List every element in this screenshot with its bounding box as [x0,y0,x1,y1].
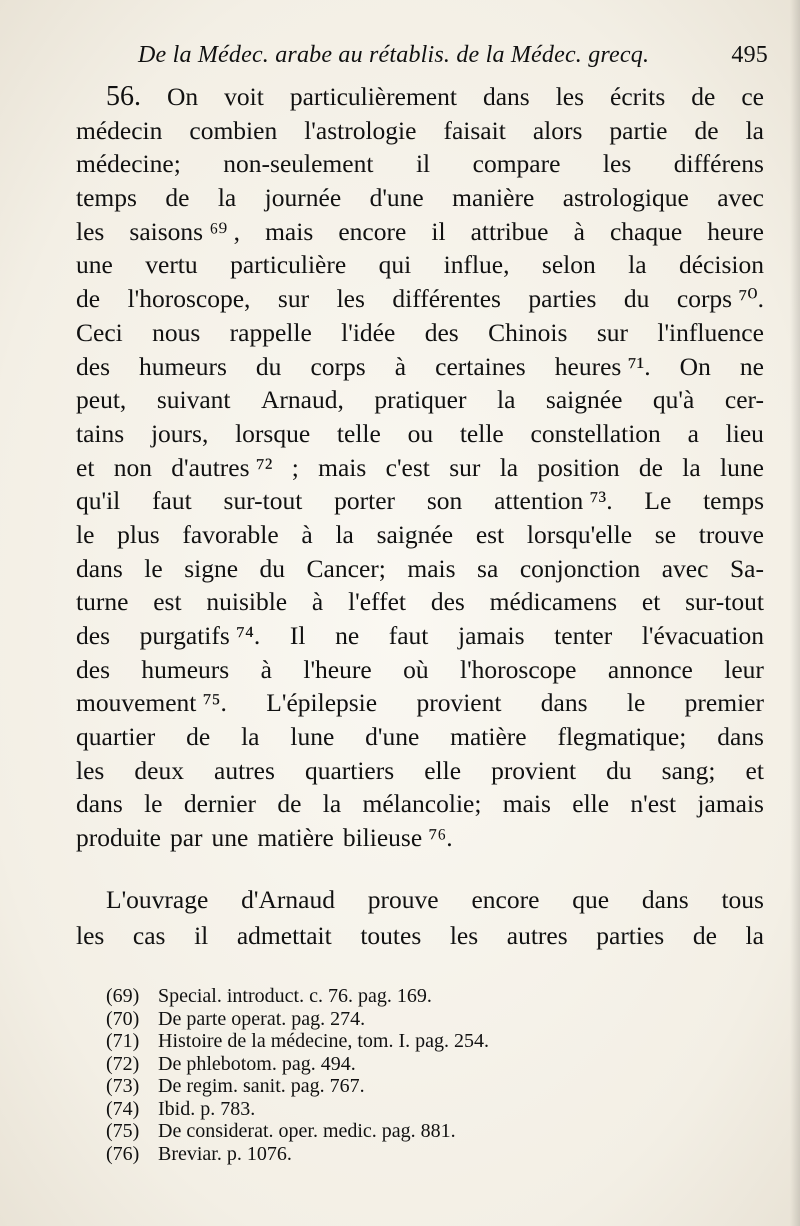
text-line [76,181,764,215]
word: saisons ⁶⁹ , [129,216,240,246]
word: constellation [530,418,661,448]
word: sang; [661,755,716,785]
word: cer- [724,385,764,415]
text-line [76,484,764,518]
word: la [217,183,237,213]
word: de [638,452,663,482]
footnote-text: Special. introduct. c. 76. pag. 169. [158,985,432,1007]
word: la [628,250,647,280]
word: tous [721,885,764,914]
word: ; [291,452,299,482]
text-line [76,754,764,788]
running-title: De la Médec. arabe au rétablis. de la Médec. grecq. [138,42,650,68]
word: produite [76,823,161,853]
word: ne [335,621,360,650]
text-line [76,383,764,417]
word: provient [491,755,577,785]
text-line [76,80,764,114]
word: peut, [76,385,127,415]
word: se [654,519,677,549]
word: la [496,385,516,415]
word: de [165,183,190,213]
word: Ceci [76,317,123,347]
word: la [499,452,519,482]
word: encore [338,216,407,246]
word: saignée [376,519,454,549]
text-line [76,417,764,451]
text-line [76,619,764,653]
word: elle [572,789,610,819]
word: partie [609,115,668,145]
word: journée [264,183,342,213]
word: combien [189,115,278,145]
word: l'effet [348,587,406,617]
word: la [682,452,701,482]
text-line [76,653,764,687]
word: telle [336,418,381,448]
text-line [76,350,764,384]
word: saignée [545,385,623,415]
page-header [138,38,768,78]
word: particulièrement [289,82,457,111]
text-line [76,821,764,855]
word: dans [641,885,689,914]
word: corps ⁷⁰. [676,284,764,314]
word: admettait [236,921,332,950]
paragraph-56 [76,80,764,855]
word: faut [152,486,192,516]
word: On [167,82,199,111]
word: est [475,519,505,549]
word: influe, [443,250,510,280]
word: jamais [458,621,525,650]
word: mouvement ⁷⁵. [76,688,227,718]
word: avec [717,183,764,213]
word: humeurs [139,351,227,381]
word: telle [459,418,504,448]
word: décision [678,250,764,280]
word: de [691,82,716,111]
word: lieu [725,418,764,448]
word: signe [184,553,239,583]
word: purgatifs ⁷⁴. [139,621,261,650]
word: les [449,921,479,950]
footnote-text: De considerat. oper. medic. pag. 881. [158,1120,456,1142]
word: elle [424,755,462,785]
word: avec [661,553,709,583]
page-number: 495 [731,42,768,68]
word: heure [707,216,764,246]
word: non-seulement [223,149,374,179]
word: heures ⁷¹. [554,351,651,381]
word: c'est [385,452,430,482]
footnote [106,1075,666,1098]
word: les [76,216,105,246]
text-line [76,518,764,552]
word: dans [76,553,123,583]
word: les [76,921,105,950]
word: plus [117,519,160,549]
word: favorable [182,519,279,549]
text-line [76,147,764,181]
word: d'une [369,183,424,213]
footnote-text: Histoire de la médecine, tom. I. pag. 254. [158,1030,490,1052]
word: chaque [609,216,683,246]
word: ne [739,351,764,381]
word: selon [541,250,596,280]
word: autres [506,921,568,950]
word: des [430,587,465,617]
word: les [76,755,105,785]
footnotes [106,985,666,1165]
word: qu'il [76,486,121,516]
text-line [76,787,764,821]
text-line [76,316,764,350]
word: temps [76,183,137,213]
word: des [76,351,110,381]
word: la [241,722,260,752]
word: provient [416,688,502,718]
word: d'Arnaud [241,885,335,914]
word: trouve [698,519,764,549]
text-line [76,282,764,316]
word: lorsque [235,418,311,448]
footnote-number: (76) [106,1142,140,1165]
word: Chinois [488,317,568,347]
word: médicamens [489,587,618,617]
word: quartier [76,722,156,752]
footnote-number: (74) [106,1097,140,1120]
word: les [602,149,632,179]
word: une [211,823,249,853]
word: la [335,519,354,549]
word: des [76,621,110,650]
word: rappelle [229,317,312,347]
word: Cancer; [306,553,386,583]
footnote [106,1098,666,1121]
word: parties [528,284,597,314]
text-line [76,918,764,954]
word: dernier [183,789,257,819]
text-line [76,248,764,282]
word: attribue [470,216,549,246]
word: sur [277,284,310,314]
footnote [106,1008,666,1031]
word: le [626,688,646,718]
word: l'horoscope, [127,284,251,314]
word: d'une [365,722,420,752]
word: L'épilepsie [266,688,378,718]
word: sur [449,452,481,482]
word: ce [741,82,764,111]
word: turne [76,587,129,617]
footnote-number: (72) [106,1052,140,1075]
word: L'ouvrage [106,885,209,914]
word: est [153,587,182,617]
word: mais [265,216,314,246]
word: vertu [145,250,198,280]
word: qu'à [652,385,695,415]
word: la [322,789,342,819]
word: a [687,418,699,448]
word: flegmatique; [557,722,687,752]
footnote [106,1143,666,1166]
word: et [745,755,764,785]
word: ou [407,418,434,448]
word: il [415,149,431,179]
word: dans [717,722,764,752]
footnote-number: (73) [106,1075,140,1097]
word: manière [452,183,535,213]
word: et [76,452,95,482]
word: l'horoscope [460,654,577,684]
word: 56. [106,81,141,112]
footnote-number: (70) [106,1007,140,1030]
word: dans [76,789,123,819]
footnote-text: De regim. sanit. pag. 767. [158,1075,365,1097]
word: humeurs [141,654,230,684]
word: voit [224,82,264,111]
footnote [106,985,666,1008]
word: mais [407,553,456,583]
word: position [537,452,620,482]
word: sur-tout [685,587,764,617]
text-line [76,114,764,148]
word: annonce [607,654,693,684]
word: attention ⁷³. [494,486,613,516]
word: de [76,284,101,314]
word: différens [673,149,764,179]
word: l'évacuation [641,621,764,650]
footnote-number: (71) [106,1030,140,1052]
word: conjonction [519,553,641,583]
word: lune [290,722,335,752]
word: astrologique [562,183,689,213]
word: de [186,722,211,752]
word: il [194,921,209,950]
text-line [76,686,764,720]
word: par [169,823,203,853]
word: pratiquer [374,385,467,415]
word: il [431,216,446,246]
word: Sa- [729,553,764,583]
word: bilieuse ⁷⁶. [342,823,453,853]
footnote [106,1053,666,1076]
word: n'est [630,789,677,819]
word: parties [596,921,665,950]
word: à [573,216,585,246]
word: tenter [554,621,613,650]
word: le [144,553,163,583]
word: médecine; [76,149,181,179]
word: de [694,115,719,145]
word: sur [596,317,628,347]
word: l'influence [657,317,764,347]
word: qui [378,250,412,280]
word: faut [388,621,429,650]
word: et [641,587,661,617]
word: des [76,654,110,684]
word: de [692,921,717,950]
word: une [76,250,113,280]
text-line [76,451,764,485]
word: de [277,789,302,819]
word: quartiers [304,755,395,785]
word: du [259,553,286,583]
word: cas [132,921,166,950]
footnote-number: (75) [106,1120,140,1142]
word: faisait [443,115,506,145]
word: mais [502,789,551,819]
word: encore [471,885,540,914]
word: lune [720,452,764,482]
word: toutes [360,921,422,950]
word: à [311,587,324,617]
word: tains [76,418,125,448]
footnote [106,1120,666,1143]
word: le [144,789,163,819]
word: l'heure [303,654,372,684]
word: matière [450,722,527,752]
word: où [403,654,429,684]
word: des [424,317,459,347]
footnote-text: Ibid. p. 783. [158,1097,256,1120]
word: non [113,452,152,482]
word: nuisible [206,587,288,617]
word: sur-tout [223,486,303,516]
word: à [394,351,407,381]
text-line [76,215,764,249]
word: du [606,755,632,785]
word: Le [644,486,672,516]
footnote-text: De phlebotom. pag. 494. [158,1052,356,1075]
word: l'astrologie [304,115,417,145]
word: On [679,351,711,381]
word: leur [724,654,764,684]
footnote-number: (69) [106,985,140,1007]
word: l'idée [341,317,396,347]
word: autres [214,755,275,785]
page-edge-shadow [790,0,800,1226]
word: jamais [697,789,764,819]
word: corps [310,351,366,381]
word: son [426,486,463,516]
word: particulière [230,250,347,280]
footnote [106,1030,666,1053]
text-line [76,720,764,754]
word: premier [684,688,764,718]
word: les [336,284,365,314]
paragraph-arnaud-work [76,882,764,954]
footnote-text: Breviar. p. 1076. [158,1142,292,1165]
text-line [76,552,764,586]
word: nous [152,317,201,347]
word: mais [318,452,367,482]
word: sa [477,553,499,583]
word: prouve [367,885,439,914]
word: du [623,284,650,314]
word: la [745,115,764,145]
text-line [76,585,764,619]
word: temps [703,486,764,516]
word: différentes [392,284,501,314]
word: médecin [76,115,163,145]
word: alors [532,115,583,145]
word: les [555,82,585,111]
word: la [745,921,764,950]
word: matière [257,823,334,853]
word: deux [134,755,184,785]
word: écrits [610,82,666,111]
word: Il [289,621,306,650]
word: lorsqu'elle [526,519,633,549]
word: jours, [150,418,209,448]
word: dans [540,688,588,718]
word: mélancolie; [362,789,482,819]
word: à [301,519,313,549]
word: dans [482,82,530,111]
word: compare [472,149,561,179]
word: d'autres ⁷² [171,452,273,482]
word: du [255,351,282,381]
word: à [260,654,272,684]
footnote-text: De parte operat. pag. 274. [158,1007,366,1030]
word: suivant [156,385,231,415]
text-line [76,882,764,918]
word: le [76,519,95,549]
word: certaines [435,351,526,381]
word: Arnaud, [261,385,344,415]
word: porter [334,486,396,516]
word: que [572,885,610,914]
